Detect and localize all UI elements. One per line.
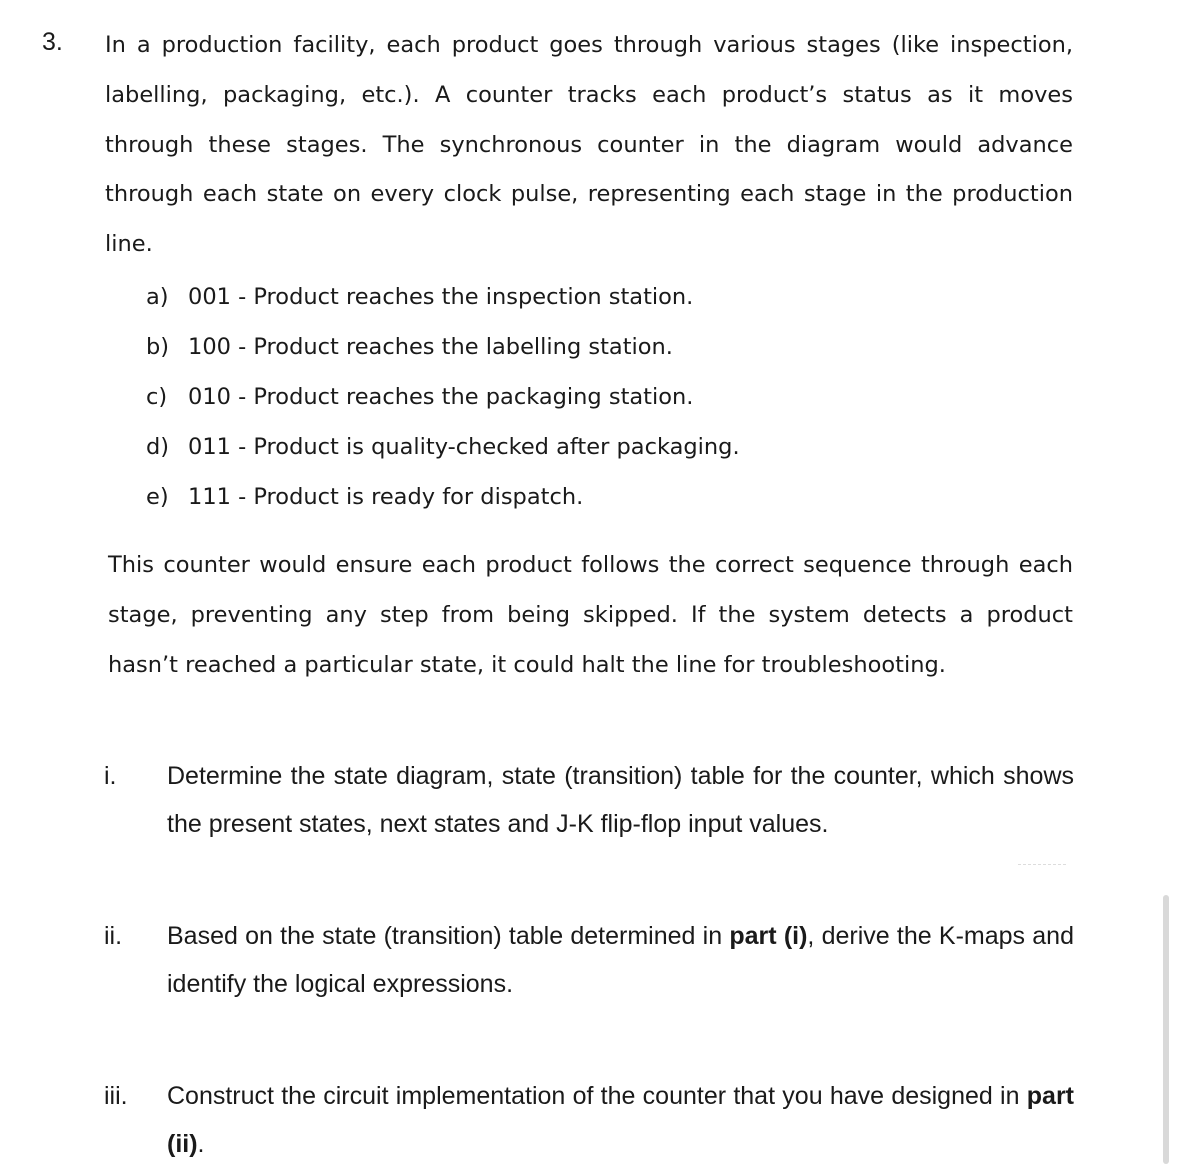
task-iii bbox=[104, 1072, 1074, 1168]
task-ii bbox=[104, 912, 1074, 1008]
task-text: Determine the state diagram, state (transition) table for the counter, which shows the present states, next states and J-K flip-flop input values. bbox=[167, 762, 1074, 838]
task-numeral: ii. bbox=[104, 922, 123, 950]
intro-paragraph: In a production facility, each product goes through various stages (like inspection, labelling, packaging, etc.). A counter tracks each product’s status as it moves through these stages. The synchronous counter in the diagram would advance through each state on every clock pulse, representing each stage in the production line. bbox=[105, 32, 1073, 258]
stage-label: e) bbox=[146, 484, 169, 510]
stage-label: d) bbox=[146, 434, 170, 460]
stage-label: c) bbox=[146, 384, 168, 410]
faint-mark bbox=[1018, 864, 1066, 867]
task-i bbox=[104, 752, 1074, 848]
task-text-pre: Based on the state (transition) table determined in bbox=[167, 922, 730, 950]
task-text-pre: Construct the circuit implementation of the counter that you have designed in bbox=[167, 1082, 1027, 1110]
task-part-reference: part (ii) bbox=[167, 1082, 1074, 1158]
stage-label: b) bbox=[146, 334, 170, 360]
task-text-post: . bbox=[197, 1130, 205, 1158]
stage-text: 001 - Product reaches the inspection station. bbox=[188, 284, 694, 310]
list-item bbox=[146, 322, 740, 372]
stage-text: 100 - Product reaches the labelling station. bbox=[188, 334, 673, 360]
sequence-paragraph: This counter would ensure each product follows the correct sequence through each stage, preventing any step from being skipped. If the system detects a product hasn’t reached a particular state, it could halt the line for troubleshooting. bbox=[108, 552, 1073, 678]
stage-text: 111 - Product is ready for dispatch. bbox=[188, 484, 584, 510]
stage-text: 010 - Product reaches the packaging station. bbox=[188, 384, 694, 410]
task-text-post: , derive the K-maps and identify the logical expressions. bbox=[167, 922, 1074, 998]
task-numeral: i. bbox=[104, 762, 117, 790]
task-text bbox=[167, 912, 1074, 1008]
task-part-reference: part (i) bbox=[729, 922, 808, 950]
list-item bbox=[146, 422, 740, 472]
task-text bbox=[167, 1072, 1074, 1168]
list-item bbox=[146, 272, 740, 322]
question-number: 3. bbox=[42, 28, 63, 56]
stage-label: a) bbox=[146, 284, 169, 310]
stage-text: 011 - Product is quality-checked after packaging. bbox=[188, 434, 740, 460]
list-item bbox=[146, 472, 740, 522]
list-item bbox=[146, 372, 740, 422]
vertical-scrollbar[interactable] bbox=[1163, 895, 1169, 1164]
task-numeral: iii. bbox=[104, 1082, 128, 1110]
stage-list bbox=[146, 272, 740, 522]
